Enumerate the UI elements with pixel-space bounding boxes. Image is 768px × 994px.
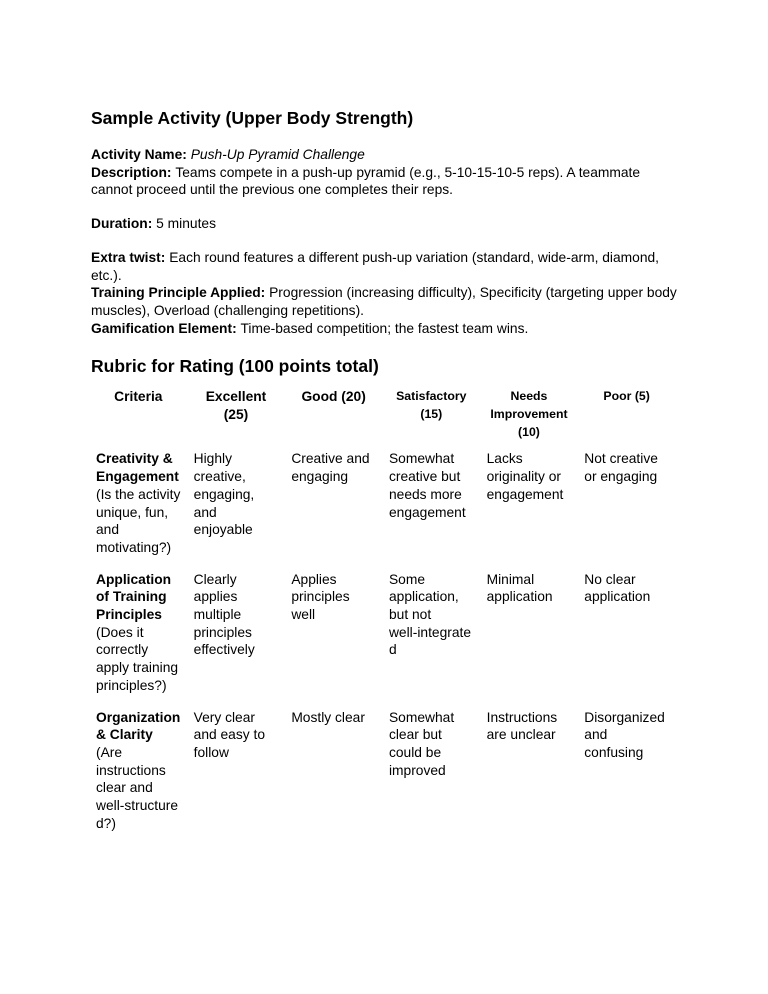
rubric-cell [286, 709, 384, 847]
rubric-cell [189, 450, 287, 570]
cell-line: Clearly [193, 571, 237, 587]
criteria-description-line: apply training [96, 660, 179, 676]
table-header-cell [384, 388, 482, 450]
cell-line: confusing [584, 744, 644, 760]
paragraph-line [91, 320, 682, 338]
paragraphs [91, 146, 682, 337]
cell-line: could be [388, 744, 442, 760]
header-line: Satisfactory [396, 389, 467, 404]
rubric-cell [384, 450, 482, 570]
rubric-cell [579, 571, 677, 709]
paragraph-label: Gamification Element: [91, 320, 241, 336]
cell-line: and easy to [193, 727, 265, 743]
paragraph-line [91, 284, 682, 302]
cell-line: well [291, 607, 316, 623]
cell-line: Somewhat [388, 709, 455, 725]
rubric-cell [482, 450, 580, 570]
cell-line: Some [388, 571, 426, 587]
cell-line: Mostly clear [291, 709, 365, 725]
rubric-cell [482, 571, 580, 709]
paragraph-text: Push-Up Pyramid Challenge [190, 147, 365, 162]
table-row [91, 709, 677, 847]
rubric-cell [579, 450, 677, 570]
cell-line: engaging, [193, 486, 255, 502]
cell-line: Not creative [584, 451, 658, 467]
cell-line: engagement [388, 504, 466, 520]
criteria-description-line: and [96, 522, 120, 538]
paragraph-line [91, 249, 682, 267]
paragraph-group [91, 215, 682, 233]
paragraph-text: Progression (increasing difficulty), Specificity (targeting upper body [269, 285, 677, 301]
paragraph-line [91, 146, 682, 164]
paragraph-text: cannot proceed until the previous one completes their reps. [91, 182, 453, 198]
criteria-description-line: (Is the activity [96, 486, 181, 502]
cell-line: Lacks [486, 451, 523, 467]
table-header-cell [286, 388, 384, 450]
paragraph-text: muscles), Overload (challenging repetitions). [91, 302, 364, 318]
table-row [91, 450, 677, 570]
cell-line: are unclear [486, 727, 556, 743]
paragraph-group [91, 146, 682, 199]
paragraph-line [91, 215, 682, 233]
cell-line: well-integrate [388, 624, 472, 640]
criteria-description-line: well-structure [96, 798, 179, 814]
paragraph-label: Description: [91, 164, 176, 180]
paragraph-label: Extra twist: [91, 249, 170, 265]
cell-line: principles [193, 624, 252, 640]
paragraph-line [91, 267, 682, 285]
paragraph-label: Duration: [91, 216, 157, 232]
paragraph-line [91, 164, 682, 182]
cell-line: application [486, 589, 553, 605]
header-line: Needs [510, 389, 548, 404]
paragraph-label: Training Principle Applied: [91, 285, 270, 301]
cell-line: engaging [291, 469, 349, 485]
cell-line: and [193, 504, 217, 520]
rubric-cell [384, 709, 482, 847]
paragraph-text: 5 minutes [156, 216, 216, 232]
cell-line: applies [193, 589, 238, 605]
cell-line: Highly [193, 451, 232, 467]
cell-line: Applies [291, 571, 337, 587]
criteria-cell [91, 709, 189, 847]
table-header-cell [482, 388, 580, 450]
cell-line: application, [388, 589, 459, 605]
header-line: Poor (5) [603, 389, 650, 404]
cell-line: effectively [193, 642, 255, 658]
paragraph-line [91, 181, 682, 199]
header-line: (25) [223, 407, 249, 423]
cell-line: Instructions [486, 709, 558, 725]
criteria-description-line: d?) [96, 815, 116, 831]
criteria-name-line: Application [96, 571, 172, 587]
paragraph-label: Activity Name: [91, 147, 191, 162]
cell-line: improved [388, 762, 446, 778]
header-line: (15) [420, 407, 443, 422]
cell-line: creative but [388, 469, 461, 485]
cell-line: d [388, 642, 397, 658]
cell-line: clear but [388, 727, 442, 743]
criteria-name-line: of Training [96, 589, 167, 605]
rubric-heading: Rubric for Rating (100 points total) [91, 356, 379, 377]
paragraph-text: Teams compete in a push-up pyramid (e.g., 5-10-15-10-5 reps). A teammate [175, 164, 641, 180]
cell-line: Very clear [193, 709, 256, 725]
document-title: Sample Activity (Upper Body Strength) [91, 108, 414, 128]
cell-line: and [584, 727, 608, 743]
cell-line: engagement [486, 486, 564, 502]
rubric-cell [384, 571, 482, 709]
criteria-name-line: Principles [96, 607, 162, 623]
cell-line: creative, [193, 469, 246, 485]
rubric-table-body [91, 450, 677, 846]
paragraph-line [91, 302, 682, 320]
cell-line: needs more [388, 486, 462, 502]
header-line: Good (20) [301, 389, 366, 405]
header-line: Excellent [205, 389, 267, 405]
criteria-name-line: Creativity & [96, 451, 173, 467]
rubric-table-head [91, 388, 677, 450]
criteria-description-line: unique, fun, [96, 504, 169, 520]
criteria-name-line: & Clarity [96, 727, 153, 743]
criteria-name-line: Engagement [96, 469, 179, 485]
cell-line: originality or [486, 469, 562, 485]
rubric-table [91, 388, 677, 846]
cell-line: Creative and [291, 451, 370, 467]
criteria-description-line: principles?) [96, 677, 167, 693]
paragraph-group [91, 249, 682, 338]
table-header-row [91, 388, 677, 450]
cell-line: enjoyable [193, 522, 253, 538]
criteria-description-line: motivating?) [96, 539, 172, 555]
cell-line: Somewhat [388, 451, 455, 467]
table-header-cell [579, 388, 677, 450]
cell-line: or engaging [584, 469, 658, 485]
criteria-description-line: clear and [96, 780, 153, 796]
table-header-cell [91, 388, 189, 450]
cell-line: Disorganized [584, 709, 665, 725]
table-header-cell [189, 388, 287, 450]
paragraph-text: Each round features a different push-up variation (standard, wide-arm, diamond, [169, 249, 660, 265]
rubric-cell [482, 709, 580, 847]
rubric-cell [286, 450, 384, 570]
criteria-cell [91, 571, 189, 709]
criteria-description-line: correctly [96, 642, 149, 658]
cell-line: multiple [193, 607, 242, 623]
cell-line: application [584, 589, 651, 605]
criteria-name-line: Organization [96, 709, 181, 725]
rubric-cell [189, 571, 287, 709]
criteria-description-line: (Are [96, 744, 123, 760]
table-row [91, 571, 677, 709]
header-line: Improvement [490, 407, 568, 422]
criteria-description-line: instructions [96, 762, 166, 778]
cell-line: Minimal [486, 571, 535, 587]
cell-line: but not [388, 607, 432, 623]
header-line: (10) [518, 424, 540, 439]
rubric-cell [189, 709, 287, 847]
paragraph-text: Time-based competition; the fastest team wins. [240, 320, 529, 336]
cell-line: principles [291, 589, 350, 605]
header-line: Criteria [114, 389, 163, 405]
criteria-description-line: (Does it [96, 624, 144, 640]
cell-line: No clear [584, 571, 636, 587]
rubric-cell [579, 709, 677, 847]
paragraph-text: etc.). [91, 267, 122, 283]
rubric-cell [286, 571, 384, 709]
cell-line: follow [193, 744, 229, 760]
criteria-cell [91, 450, 189, 570]
